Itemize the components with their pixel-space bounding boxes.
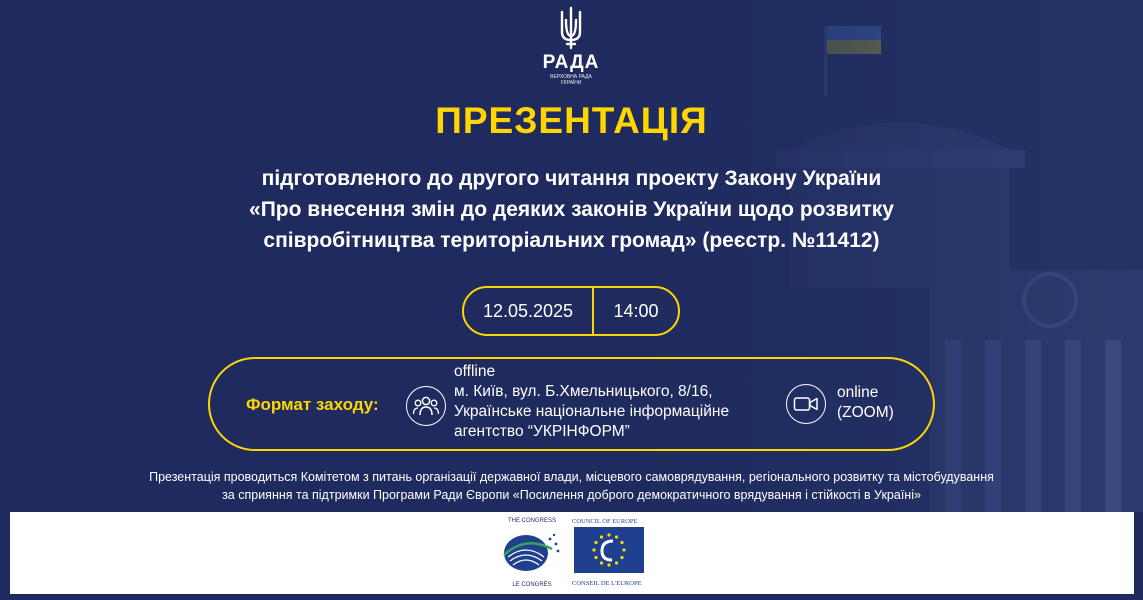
page-title: ПРЕЗЕНТАЦІЯ bbox=[435, 100, 708, 141]
video-camera-icon bbox=[786, 384, 826, 424]
organizer-note-line-2: за сприяння та підтримки Програми Ради Європи «Посилення доброго демократичного врядування і стійкості в Україні» bbox=[222, 488, 921, 502]
coe-emblem-icon bbox=[572, 525, 646, 575]
online-platform: (ZOOM) bbox=[837, 404, 894, 421]
offline-venue-1: Українське національне інформаційне bbox=[454, 403, 730, 420]
trident-icon bbox=[556, 6, 586, 50]
coe-caption-bottom: CONSEIL DE L'EUROPE bbox=[572, 580, 642, 587]
coe-caption-top: COUNCIL OF EUROPE bbox=[572, 518, 638, 525]
logo-subtitle-1: ВЕРХОВНА РАДА bbox=[550, 74, 592, 80]
event-heading bbox=[120, 163, 1023, 256]
logo-word: РАДА bbox=[542, 52, 600, 73]
logo-subtitle-2: УКРАЇНИ bbox=[560, 80, 582, 86]
heading-line-2: «Про внесення змін до деяких законів України щодо розвитку bbox=[249, 198, 894, 221]
congress-emblem-icon bbox=[496, 525, 568, 577]
offline-address: м. Київ, вул. Б.Хмельницького, 8/16, bbox=[454, 383, 713, 400]
congress-logo bbox=[496, 518, 568, 590]
date-time-box bbox=[462, 286, 680, 336]
heading-line-3: співробітництва територіальних громад» (реєстр. №11412) bbox=[263, 229, 880, 252]
council-of-europe-logo bbox=[572, 518, 654, 590]
event-date: 12.05.2025 bbox=[482, 300, 574, 321]
online-title: online bbox=[837, 384, 879, 401]
offline-venue-2: агентство “УКРІНФОРМ” bbox=[454, 423, 630, 440]
organizer-note bbox=[0, 468, 1143, 504]
heading-line-1: підготовленого до другого читання проекту Закону України bbox=[261, 167, 882, 190]
event-time: 14:00 bbox=[613, 300, 659, 321]
offline-title: offline bbox=[454, 363, 496, 380]
offline-details bbox=[454, 362, 729, 442]
congress-caption-top: THE CONGRESS bbox=[507, 518, 556, 524]
rada-logo bbox=[531, 6, 611, 86]
people-group-icon bbox=[406, 386, 446, 426]
partners-panel bbox=[10, 512, 1134, 594]
congress-caption-bottom: LE CONGRÈS bbox=[512, 582, 552, 588]
format-label: Формат заходу: bbox=[246, 395, 379, 414]
format-box bbox=[208, 357, 935, 451]
online-details bbox=[837, 383, 894, 423]
organizer-note-line-1: Презентація проводиться Комітетом з питань організації державної влади, місцевого самоврядування, регіонального розвитку та містобудування bbox=[149, 470, 994, 484]
